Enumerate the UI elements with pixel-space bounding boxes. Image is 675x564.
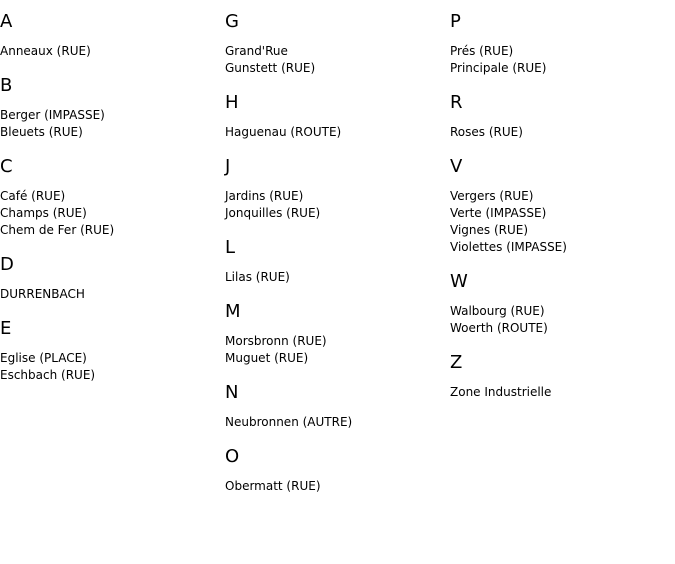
street-item: Jardins (RUE) xyxy=(225,189,304,203)
street-item: Grand'Rue xyxy=(225,44,288,58)
letter-heading: B xyxy=(0,75,13,96)
letter-group xyxy=(225,445,445,495)
street-list xyxy=(450,124,670,141)
street-item: Vignes (RUE) xyxy=(450,223,529,237)
letter-heading: N xyxy=(225,382,239,403)
letter-group xyxy=(0,74,220,141)
letter-heading: M xyxy=(225,301,241,322)
letter-heading: V xyxy=(450,156,463,177)
street-item: Jonquilles (RUE) xyxy=(225,206,321,220)
letter-heading: C xyxy=(0,156,13,177)
letter-heading: L xyxy=(225,237,236,258)
street-item: Zone Industrielle xyxy=(450,385,552,399)
street-item: Vergers (RUE) xyxy=(450,189,534,203)
letter-group xyxy=(225,236,445,286)
letter-heading: H xyxy=(225,92,239,113)
street-list xyxy=(225,43,445,77)
street-item: Eschbach (RUE) xyxy=(0,368,96,382)
street-list xyxy=(450,43,670,77)
street-list xyxy=(225,478,445,495)
street-item: Principale (RUE) xyxy=(450,61,547,75)
street-item: DURRENBACH xyxy=(0,287,85,301)
street-item: Haguenau (ROUTE) xyxy=(225,125,342,139)
street-item: Prés (RUE) xyxy=(450,44,514,58)
street-item: Eglise (PLACE) xyxy=(0,351,87,365)
street-item: Verte (IMPASSE) xyxy=(450,206,547,220)
letter-group xyxy=(450,270,670,337)
street-item: Violettes (IMPASSE) xyxy=(450,240,567,254)
directory-column xyxy=(225,10,445,509)
street-list xyxy=(225,124,445,141)
letter-heading: P xyxy=(450,11,461,32)
street-list xyxy=(225,414,445,431)
letter-group xyxy=(225,300,445,367)
letter-group xyxy=(450,10,670,77)
street-item: Lilas (RUE) xyxy=(225,270,290,284)
letter-group xyxy=(450,91,670,141)
letter-group xyxy=(450,155,670,256)
letter-heading: E xyxy=(0,318,12,339)
letter-heading: A xyxy=(0,11,13,32)
letter-heading: W xyxy=(450,271,468,292)
street-item: Walbourg (RUE) xyxy=(450,304,545,318)
street-list xyxy=(450,303,670,337)
street-item: Bleuets (RUE) xyxy=(0,125,83,139)
street-item: Roses (RUE) xyxy=(450,125,523,139)
street-list xyxy=(0,350,220,384)
letter-group xyxy=(0,10,220,60)
letter-group xyxy=(0,253,220,303)
letter-group xyxy=(225,10,445,77)
letter-heading: J xyxy=(225,156,231,177)
street-item: Muguet (RUE) xyxy=(225,351,309,365)
street-item: Chem de Fer (RUE) xyxy=(0,223,115,237)
street-list xyxy=(450,384,670,401)
directory-column xyxy=(450,10,670,415)
street-item: Neubronnen (AUTRE) xyxy=(225,415,353,429)
letter-heading: R xyxy=(450,92,463,113)
letter-heading: Z xyxy=(450,352,463,373)
street-item: Woerth (ROUTE) xyxy=(450,321,548,335)
street-item: Café (RUE) xyxy=(0,189,66,203)
street-list xyxy=(0,107,220,141)
street-list xyxy=(225,188,445,222)
letter-heading: O xyxy=(225,446,240,467)
letter-heading: D xyxy=(0,254,14,275)
letter-group xyxy=(225,155,445,222)
street-list xyxy=(0,188,220,239)
street-item: Morsbronn (RUE) xyxy=(225,334,327,348)
street-item: Obermatt (RUE) xyxy=(225,479,321,493)
street-item: Berger (IMPASSE) xyxy=(0,108,105,122)
letter-heading: G xyxy=(225,11,239,32)
letter-group xyxy=(450,351,670,401)
street-list xyxy=(225,333,445,367)
street-list xyxy=(225,269,445,286)
letter-group xyxy=(225,91,445,141)
street-item: Champs (RUE) xyxy=(0,206,87,220)
street-item: Gunstett (RUE) xyxy=(225,61,316,75)
directory-column xyxy=(0,10,220,398)
street-list xyxy=(0,286,220,303)
letter-group xyxy=(0,317,220,384)
street-list xyxy=(450,188,670,256)
letter-group xyxy=(225,381,445,431)
street-list xyxy=(0,43,220,60)
street-item: Anneaux (RUE) xyxy=(0,44,91,58)
letter-group xyxy=(0,155,220,239)
